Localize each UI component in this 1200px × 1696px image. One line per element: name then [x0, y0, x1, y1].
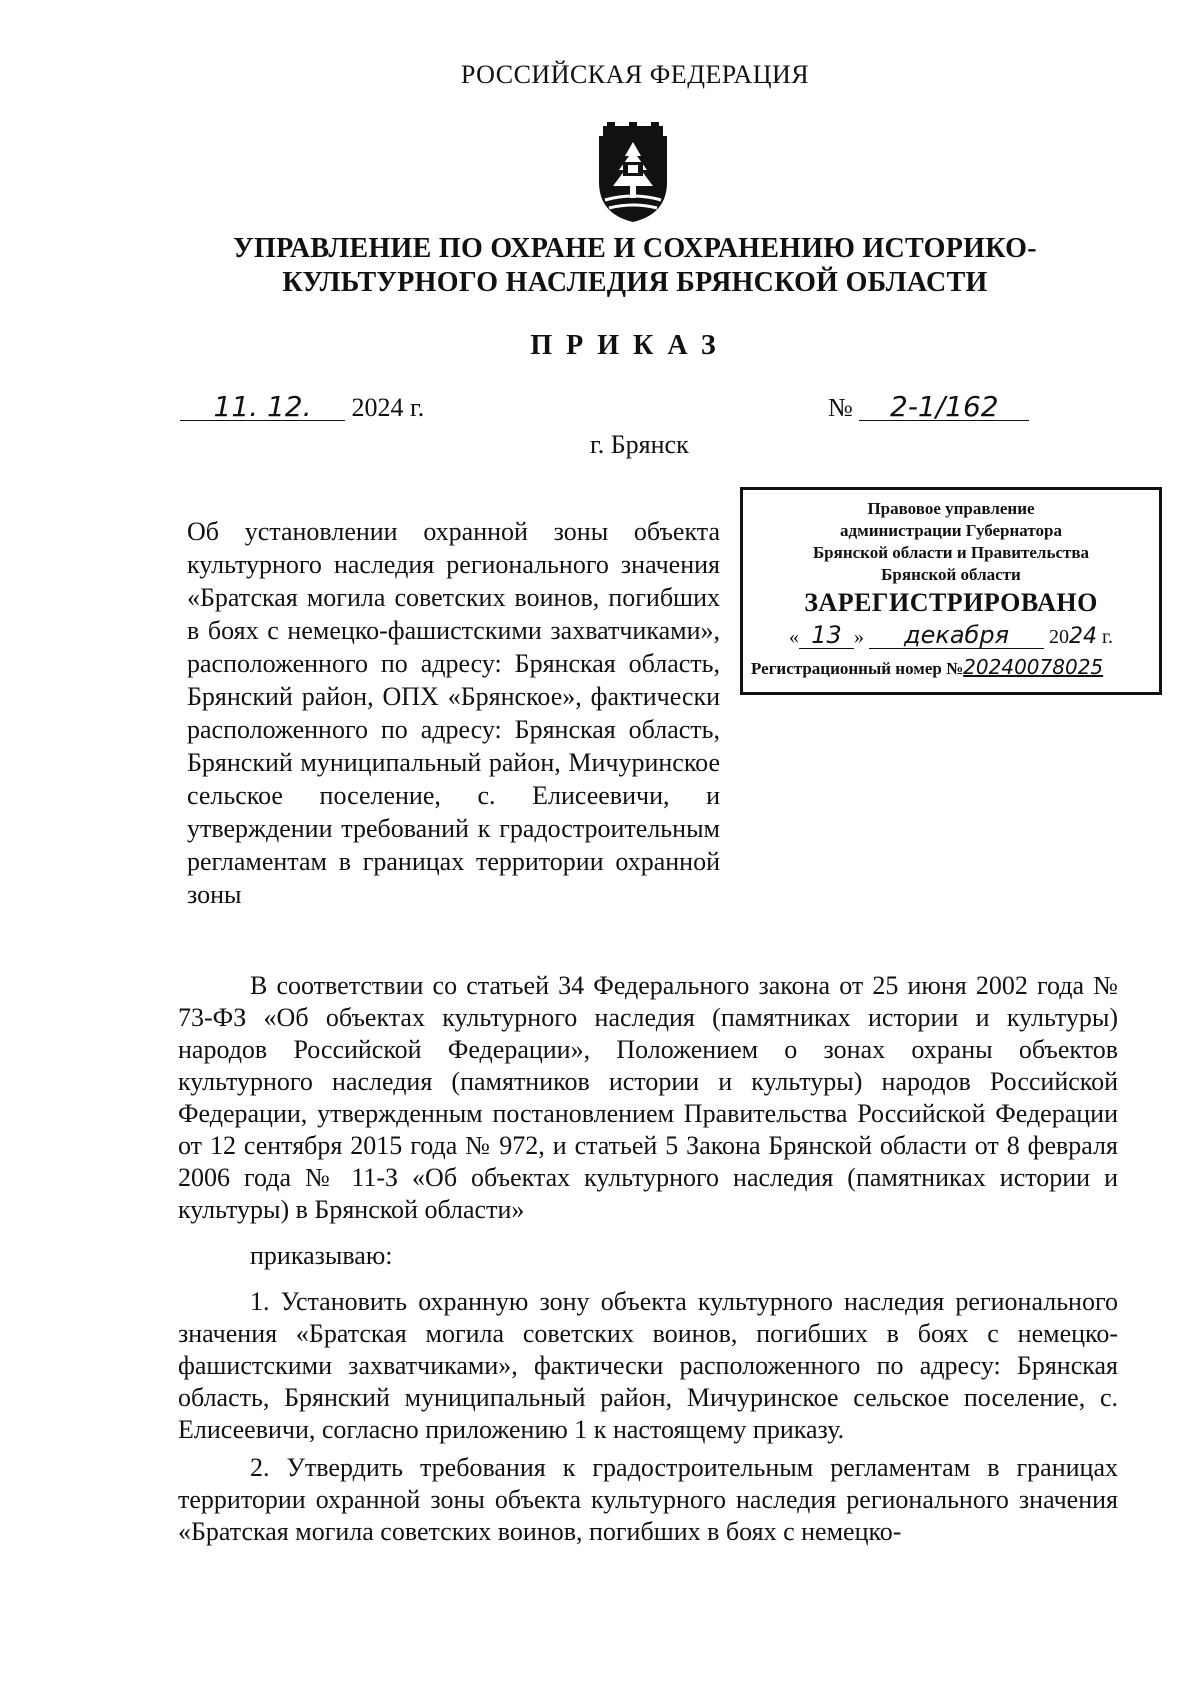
number-sign: № [828, 393, 853, 422]
stamp-year-unit: г. [1102, 626, 1113, 648]
handwritten-number: 2-1/162 [859, 394, 1029, 421]
stamp-line4: Брянской области [881, 565, 1021, 584]
handwritten-date: 11. 12. [180, 394, 345, 421]
federation-header: РОССИЙСКАЯ ФЕДЕРАЦИЯ [460, 60, 810, 89]
order-item-1: 1. Установить охранную зону объекта культурного наследия регионального значения «Братская могила советских воинов, погибших в боях с немецко-фашистскими захватчиками», фактически расположенного по адресу: Брянская область, Брянский муниципальный район, Мичуринское сельское поселение, с. Елисеевичи, согласно приложению 1 к настоящему приказу. [178, 1287, 1118, 1444]
preamble-paragraph: В соответствии со статьей 34 Федерального закона от 25 июня 2002 года № 73-ФЗ «Об объектах культурного наследия (памятниках истории и культуры) народов Российской Федерации», Положением о зонах охраны объектов культурного наследия (памятников истории и культуры) народов Российской Федерации, утвержденным постановлением Правительства Российской Федерации от 12 сентября 2015 года № 972, и статьей 5 Закона Брянской области от 8 февраля 2006 года № 11-З «Об объектах культурного наследия (памятниках истории и культуры) в Брянской области» [178, 971, 1118, 1224]
stamp-date: « 13 » декабря 2024 г. [789, 621, 1113, 649]
document-type: ПРИКАЗ [530, 330, 730, 361]
organization-title-line2: КУЛЬТУРНОГО НАСЛЕДИЯ БРЯНСКОЙ ОБЛАСТИ [282, 267, 988, 298]
registration-stamp [740, 487, 1162, 695]
stamp-year-suffix: 24 [1069, 624, 1098, 649]
organization-title-line1: УПРАВЛЕНИЕ ПО ОХРАНЕ И СОХРАНЕНИЮ ИСТОРИКО- [233, 233, 1037, 264]
organization-title [195, 232, 1075, 300]
stamp-reg-label: Регистрационный номер № [751, 659, 964, 678]
order-item-2: 2. Утвердить требования к градостроительным регламентам в границах территории охранной зоны объекта культурного наследия регионального значения «Братская могила советских воинов, погибших в боях с немецко- [178, 1453, 1118, 1546]
stamp-day: 13 [799, 622, 854, 649]
city-name: г. Брянск [590, 430, 689, 459]
stamp-year-prefix: 20 [1049, 626, 1070, 648]
order-body [178, 970, 1118, 1548]
order-subject: Об установлении охранной зоны объекта культурного наследия регионального значения «Братская могила советских воинов, погибших в боях с немецко-фашистскими захватчиками», расположенного по адресу: Брянская область, Брянский район, ОПХ «Брянское», фактически расположенного по адресу: Брянская область, Брянский муниципальный район, Мичуринское сельское поселение, с. Елисеевичи, и утверждении требований к градостроительным регламентам в границах территории охранной зоны [187, 517, 720, 909]
stamp-line3: Брянской области и Правительства [812, 543, 1090, 562]
order-number [828, 390, 1029, 423]
stamp-month: декабря [869, 622, 1044, 649]
order-word: приказываю: [250, 1241, 393, 1270]
coat-of-arms-emblem [593, 122, 673, 224]
stamp-registration [751, 655, 1159, 679]
stamp-status: ЗАРЕГИСТРИРОВАНО [804, 588, 1098, 617]
stamp-line2: администрации Губернатора [840, 521, 1062, 540]
date-year: 2024 г. [351, 393, 425, 422]
order-date [180, 390, 425, 423]
stamp-reg-number: 20240078025 [963, 655, 1104, 679]
stamp-line1: Правовое управление [867, 499, 1035, 518]
